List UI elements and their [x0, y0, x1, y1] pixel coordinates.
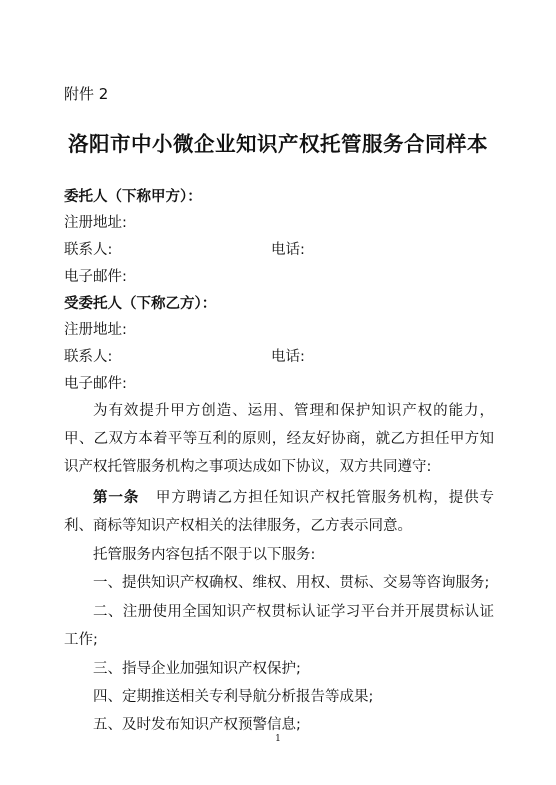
party-a-heading: 委托人（下称甲方）： [64, 189, 202, 205]
party-a-phone-label: 电话: [271, 242, 305, 258]
party-a-address-label: 注册地址: [64, 215, 127, 231]
service-item-5: 五、及时发布知识产权预警信息; [93, 717, 301, 733]
document-title: 洛阳市中小微企业知识产权托管服务合同样本 [68, 132, 488, 156]
article-1-text: 甲方聘请乙方担任知识产权托管服务机构，提供专利、商标等知识产权相关的法律服务，乙方表示同意。 [64, 490, 495, 534]
party-b-email-label: 电子邮件: [64, 376, 127, 392]
party-b-address-label: 注册地址: [64, 322, 127, 338]
attachment-label: 附件 2 [64, 85, 109, 103]
party-b-phone-label: 电话: [271, 349, 305, 365]
service-item-1: 一、提供知识产权确权、维权、用权、贯标、交易等咨询服务; [93, 575, 490, 591]
page-number: 1 [275, 734, 281, 744]
party-a-contact-label: 联系人: [64, 242, 113, 258]
service-item-2: 二、注册使用全国知识产权贯标认证学习平台并开展贯标认证工作; [64, 604, 494, 648]
article-1-paragraph [64, 484, 494, 540]
party-a-email-label: 电子邮件: [64, 269, 127, 285]
party-b-contact-label: 联系人: [64, 349, 113, 365]
services-intro: 托管服务内容包括不限于以下服务: [93, 547, 316, 563]
article-1-label: 第一条 [93, 490, 140, 506]
party-b-heading: 受委托人（下称乙方）： [64, 296, 217, 312]
preamble-paragraph: 为有效提升甲方创造、运用、管理和保护知识产权的能力，甲、乙双方本着平等互利的原则，经友好协商，就乙方担任甲方知识产权托管服务机构之事项达成如下协议，双方共同遵守: [64, 403, 494, 475]
service-item-3: 三、指导企业加强知识产权保护; [93, 661, 301, 677]
service-item-4: 四、定期推送相关专利导航分析报告等成果; [93, 689, 374, 705]
